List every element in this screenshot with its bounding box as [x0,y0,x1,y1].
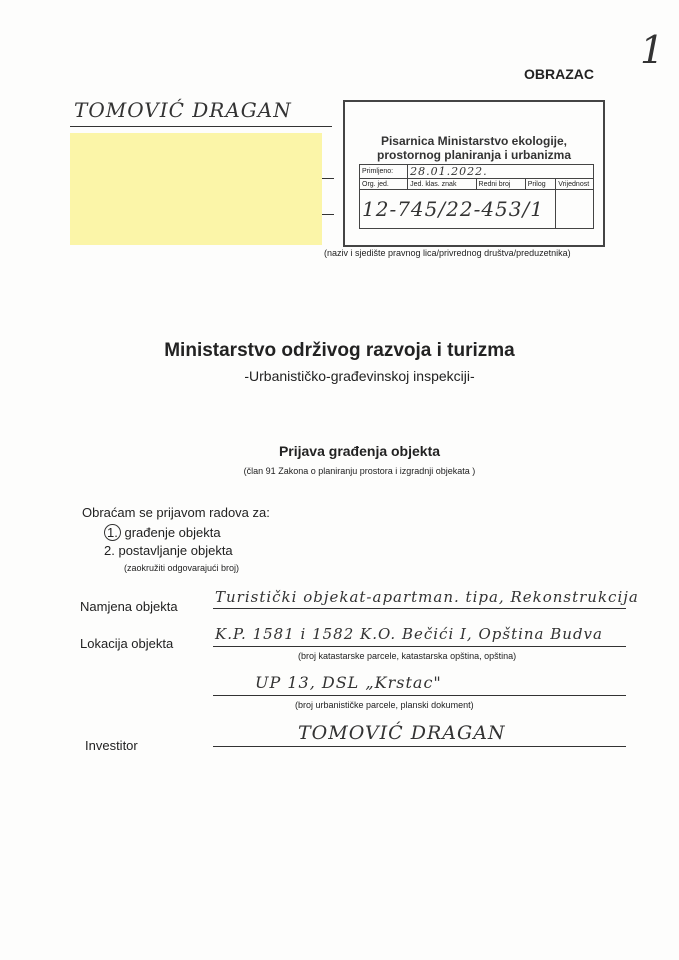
redaction-box [70,133,322,245]
purpose-label: Namjena objekta [80,599,178,614]
applicant-name: TOMOVIĆ DRAGAN [74,98,292,122]
option-label: postavljanje objekta [118,543,233,558]
law-reference: (član 91 Zakona o planiranju prostora i izgradnji objekata ) [243,466,476,476]
options-hint: (zaokružiti odgovarajući broj) [124,563,240,573]
purpose-value: Turistički objekat-apartman. tipa, Rekonstrukcija [215,588,639,606]
col-prilog: Prilog [525,179,556,190]
location-value: K.P. 1581 i 1582 K.O. Bečići I, Opština Budva [215,625,603,643]
col-klas: Jed. klas. znak [408,179,476,190]
option-num: 2. [104,543,115,558]
stamp-grid [359,164,594,229]
page-mark: 1 [640,28,666,72]
received-date: 28.01.2022. [408,165,594,179]
registry-stamp [343,100,605,247]
ministry-title: Ministarstvo održivog razvoja i turizma [164,340,515,361]
inspection-subtitle: -Urbanističko-građevinskoj inspekciji- [244,368,475,384]
investor-label: Investitor [85,738,138,753]
col-org: Org. jed. [360,179,408,190]
col-redni: Redni broj [476,179,525,190]
options-intro: Obraćam se prijavom radova za: [82,505,270,520]
option-1[interactable] [104,524,221,541]
form-title: Prijava građenja objekta [278,443,441,459]
received-label: Primljeno: [360,165,408,179]
plan-value: UP 13, DSL „Krstac" [255,673,442,692]
option-2[interactable] [104,543,233,558]
option-num: 1. [104,524,121,541]
option-label: građenje objekta [124,525,221,540]
stamp-title: Pisarnica Ministarstvo ekologije, prostornog planiranja i urbanizma [376,134,572,162]
investor-value: TOMOVIĆ DRAGAN [298,722,506,744]
registry-number: 12-745/22-453/1 [360,190,556,229]
plan-caption: (broj urbanističke parcele, planski dokument) [295,700,474,710]
applicant-caption: (naziv i sjedište pravnog lica/privrednog društva/preduzetnika) [324,248,571,258]
col-vrijednost: Vrijednost [556,179,594,190]
location-label: Lokacija objekta [80,636,174,651]
form-label: OBRAZAC [524,66,594,82]
location-caption: (broj katastarske parcele, katastarska opština, opština) [298,651,517,661]
